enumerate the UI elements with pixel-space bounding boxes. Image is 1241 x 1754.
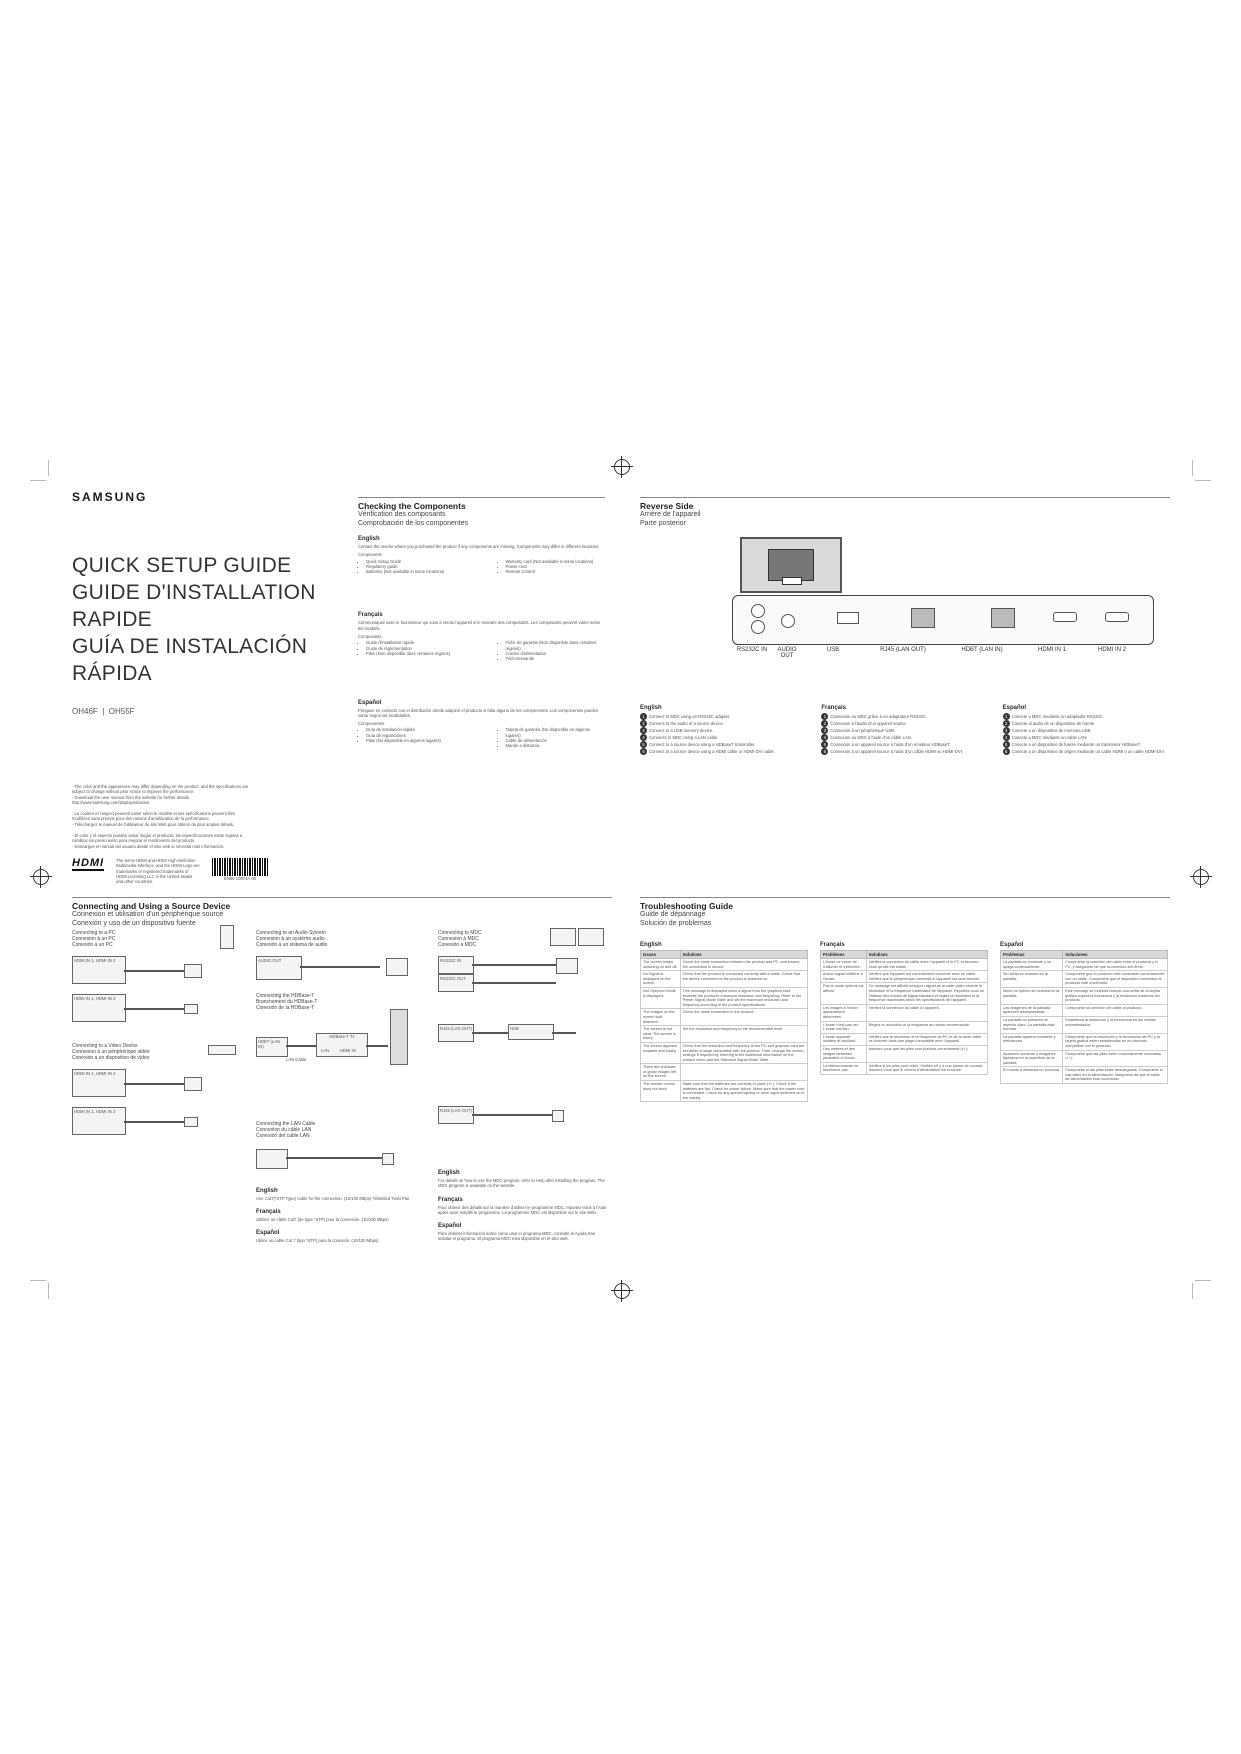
table-row [641, 1042, 808, 1063]
lang-fr: Français [438, 1196, 463, 1203]
trouble-heading-fr: Guide de dépannage [640, 911, 706, 918]
table-cell: Vérifiez que l'appareil est correctement connecté avec un câble. Vérifiez que le périphérique connecté à l'appareil est sous tension. [866, 971, 987, 983]
list-item: • Guide d'installation rapide [366, 640, 466, 645]
registration-mark [614, 1283, 630, 1299]
table-cell: L'écran apparaît instable et vacillant. [821, 1033, 867, 1045]
table-row [641, 959, 808, 971]
list-item: • Quick Setup Guide [366, 559, 466, 564]
trouble-fr [820, 934, 988, 1102]
video-title: Connecting to a Video Device [72, 1043, 138, 1049]
reverse-en: English 1 Connect to MDC using an RS232C adapter. 2 Connect to the audio of a source device. 3 Connect to a USB memory device. 4 Connects to MDC using a LAN cable. 5 Connect to a source device using a HDBaseT transmitter. 6 Connect to a source device using a HDMI cable or HDMI-DVI cable. [640, 697, 807, 755]
components-es-list [358, 727, 605, 748]
table-row [821, 971, 988, 983]
pc-title-fr: Connexion à un PC [72, 936, 116, 943]
title-es: GUÍA DE INSTALACIÓN RÁPIDA [72, 635, 308, 685]
port-label: HDMI IN 1, HDMI IN 2 [74, 1071, 116, 1076]
mdc-title-fr: Connexion à MDC [438, 936, 479, 943]
registration-mark [1193, 869, 1209, 885]
list-item: • Remote Control [506, 569, 606, 574]
table-cell: Establezca la resolución y la frecuencia en los niveles recomendados. [1063, 1016, 1168, 1033]
table-cell: La télécommande ne fonctionne pas. [821, 1062, 867, 1074]
table-cell: La pantalla aparece inestable y temblorosa. [1001, 1033, 1063, 1050]
lang-en: English [438, 1170, 460, 1176]
connecting-heading-fr: Connexion et utilisation d'un périphérique source [72, 911, 224, 918]
mdc-fr-text: Pour obtenir des détails sur la manière d'utiliser le programme MDC, reportez-vous à l'Aide après avoir installé le programme. Le programme MDC est disponible sur le site Web. [438, 1204, 607, 1215]
list-item: • Guía de instalación rápida [366, 727, 466, 732]
table-cell: Compruebe la conexión del cable al producto. [1063, 1004, 1168, 1016]
cable [124, 1083, 184, 1085]
table-cell: The remote control does not work. [641, 1081, 681, 1102]
reverse-es-item: Conecte a un dispositivo de origen mediante un cable HDMI o un cable HDMI-DVI. [1011, 749, 1166, 754]
port-label: HDMI IN 2 [1097, 647, 1126, 653]
cover-panel [72, 490, 324, 885]
devices-stack-icon [390, 1009, 408, 1065]
table-cell: The screen is not clear. The screen is blurry. [641, 1026, 681, 1043]
crop-mark [1192, 1283, 1193, 1299]
hdbt-port [991, 608, 1015, 628]
table-cell: L'écran ne cesse de s'allumer et s'éteindre. [821, 959, 867, 971]
table-header [1001, 951, 1168, 959]
hdmi-trademark-note: The terms HDMI and HDMI High-Definition Multimedia Interface, and the HDMI Logo are trademarks or registered trademarks of HDMI Licensing LLC in the United States and other countries. [116, 858, 200, 885]
rs232c-out-box [438, 974, 474, 992]
hdmi1-port [1053, 612, 1077, 622]
registration-mark [33, 869, 49, 885]
reverse-fr-item: Connexion à un périphérique USB. [830, 728, 896, 733]
mdc-es-text: Para obtener información sobre cómo usar el programa MDC, consulte la Ayuda tras instalar el programa. El programa MDC está disponible en el sitio web. [438, 1231, 595, 1242]
hdbt-transmitter [316, 1033, 368, 1057]
connecting-panel [72, 897, 612, 1277]
lang-fr: Français [256, 1208, 281, 1215]
table-row [1001, 1016, 1168, 1033]
port-labels [732, 647, 1152, 659]
reverse-fr-item: Connexion à un appareil source à l'aide d'un câble HDMI ou HDMI-DVI. [830, 749, 963, 754]
list-item: • Tarjeta de garantía (No disponible en algunos lugares) [506, 727, 606, 738]
table-row [641, 1009, 808, 1026]
table-row [821, 1045, 988, 1062]
trouble-heading-es: Solución de problemas [640, 919, 712, 927]
port-label: RJ45 (LAN OUT) [880, 647, 926, 653]
lan-es-text: Utilice un cable Cat 7 (tipo *STP) para la conexión. (10/100 Mbps) [256, 1238, 379, 1244]
hdbt-title: Connecting the HDBase-T [256, 993, 315, 999]
lang-es: Español [1000, 942, 1024, 948]
table-header [641, 951, 808, 959]
video-section [72, 1043, 232, 1114]
lang-en: English [640, 705, 662, 711]
dvi-connector [184, 1077, 202, 1091]
cable [472, 1114, 552, 1116]
hdmi-label: HDMI IN [339, 1048, 356, 1054]
table-cell: Check that the resolution and frequency of the PC and graphics card are set within a range compatible with the product. Then, change the screen settings if required by referring to the Additional Information on the product menu and the Standard Signal Mode Table. [680, 1042, 807, 1063]
table-row [821, 983, 988, 1004]
table-row [641, 987, 808, 1008]
rs232c-port [751, 604, 765, 618]
list-item: • Télécommande [506, 656, 606, 661]
table-row [1001, 959, 1168, 971]
lang-es: Español [358, 699, 382, 706]
table-cell: Compruebe la conexión del cable entre el producto y el PC, y asegúrese de que la conexión sea firme. [1063, 959, 1168, 971]
table-cell: This message is displayed when a signal from the graphics card exceeds the product's maximum resolution and frequency. Refer to the Preset Signal Mode Table and set the maximum resolution and frequency according to the product specifications. [680, 987, 807, 1008]
list-item: • Power cord [506, 564, 606, 569]
port-label: HDMI IN 1, HDMI IN 2 [74, 996, 116, 1001]
crop-mark [1192, 460, 1193, 476]
components-heading: Checking the Components [358, 497, 605, 511]
lang-fr: Français [821, 705, 847, 711]
reverse-en-item: Connect to the audio of a source device. [649, 721, 724, 726]
trouble-heading: Troubleshooting Guide [640, 897, 1170, 911]
note-en-2: - Download the user manual from the website for further details. [72, 794, 191, 800]
cable [300, 966, 380, 968]
hdbt-title-fr: Branchement du HDBase-T [256, 999, 318, 1006]
note-fr-1: - La couleur et l'aspect peuvent varier selon le modèle et ses spécifications peuvent être modifiées sans préavis pour des raisons d'amélioration de la performance. [72, 811, 236, 822]
port-label: HDBT (LAN IN) [258, 1039, 281, 1050]
trouble-es [1000, 934, 1168, 1102]
table-cell: Check that the product is connected correctly with a cable. Check that the device connected to the product is powered on. [680, 971, 807, 988]
table-row [1001, 1033, 1168, 1050]
lan-fr-text: Utilisez un câble Cat7 (de type *STP) pour la connexion. (10/100 Mbps) [256, 1216, 389, 1222]
port-label: RJ45 (LAN OUT) [440, 1026, 472, 1031]
port-label: HDMI IN 1, HDMI IN 2 [74, 958, 116, 963]
table-cell: Check the cable connection to the product. [680, 1009, 807, 1026]
table-cell: Pas le mode optimal est affiché. [821, 983, 867, 1004]
brand-logo: SAMSUNG [72, 490, 148, 504]
audio-out-box [256, 956, 302, 980]
list-item: • Cable de alimentación [506, 738, 606, 743]
table-row [1001, 1050, 1168, 1067]
cable [366, 1045, 388, 1047]
lan-port-box [256, 1149, 288, 1169]
pc-tower-icon [220, 925, 234, 949]
table-cell: Assurez-vous que les piles sont placées correctement (+/-). [866, 1045, 987, 1062]
reverse-en-item: Connects to MDC using a LAN cable. [649, 735, 719, 740]
reverse-en-item: Connect to a source device using a HDMI cable or HDMI-DVI cable. [649, 749, 775, 754]
table-row [1001, 1004, 1168, 1016]
hdmi-logo: HDMI [72, 857, 105, 869]
audio-port [781, 614, 795, 628]
lan-title-es: Conexión del cable LAN [256, 1133, 310, 1140]
table-cell: The screen keeps switching on and off. [641, 959, 681, 971]
video-title-es: Conexión a un dispositivo de vídeo [72, 1055, 150, 1062]
hub-box [508, 1024, 554, 1040]
port-label: AUDIO OUT [777, 647, 797, 659]
reverse-es: Español 1 Conecte a MDC mediante un adaptador RS232C. 2 Conecte al audio de un dispositivo de fuente. 3 Conecte a un dispositivo de memoria USB. 4 Conecte a MDC mediante un cable LAN. 5 Conecte a un dispositivo de fuente mediante un transmisor HDBaseT. 6 Conecte a un dispositivo de origen mediante un cable HDMI o un cable HDMI-DVI. [1003, 697, 1170, 755]
rs232c-connector [556, 958, 578, 974]
table-cell: L'écran n'est pas net. L'écran est flou. [821, 1021, 867, 1033]
port-label: RS232C IN [736, 647, 768, 653]
table-row [821, 1021, 988, 1033]
hdmi-in-box [72, 1069, 126, 1097]
cable [286, 1157, 382, 1159]
table-row [821, 1062, 988, 1074]
lang-en: English [256, 1187, 278, 1194]
list-item: • Guía de regulaciones [366, 733, 466, 738]
rs232c-in-box [438, 956, 474, 974]
table-cell: Ce message est affiché lorsqu'un signal de la carte vidéo excède la résolution et la fréquence maximales de l'appareil. Reportez-vous au Tableau des modes de signal standard et réglez la résolution et la fréquence maximales selon les spécifications de l'appareil. [866, 983, 987, 1004]
column-header: Solutions [866, 951, 987, 959]
mdc-notes [438, 1162, 608, 1242]
title-en: QUICK SETUP GUIDE [72, 554, 292, 577]
table-row [641, 1081, 808, 1102]
components-en-list [358, 559, 605, 575]
column-header: Solutions [680, 951, 807, 959]
table-cell: Vérifiez la connexion du câble entre l'appareil et le PC et assurez-vous qu'elle est solide. [866, 959, 987, 971]
list-item: • Mando a distancia [506, 743, 606, 748]
table-row [1001, 1067, 1168, 1084]
reverse-es-item: Conecte a MDC mediante un adaptador RS232C. [1011, 714, 1104, 719]
table-cell: Vérifiez si les piles sont vides. Vérifiez s'il y a une panne de courant. Assurez-vous que le cordon d'alimentation est branché. [866, 1062, 987, 1074]
cable [286, 1045, 316, 1047]
lan-en-text: Use Cat7(*STP Type) cable for the connection. (10/100 Mbps) *Shielded Twist Pair [256, 1195, 410, 1201]
lan-connector [552, 1110, 564, 1122]
video-title-fr: Connexion à un périphérique vidéo [72, 1049, 150, 1056]
table-row [641, 971, 808, 988]
table-cell [680, 1064, 807, 1081]
table-cell: Not Optimum Mode is displayed. [641, 987, 681, 1008]
mdc-section [438, 930, 608, 1242]
reverse-en-item: Connect to a USB memory device. [649, 728, 714, 733]
port-label: RS232C IN [440, 958, 462, 963]
lang-fr: Français [358, 612, 383, 619]
table-row [1001, 987, 1168, 1004]
column-header: Problemas [1001, 951, 1063, 959]
audio-title: Connecting to an Audio System [256, 930, 326, 936]
cable [124, 1008, 184, 1010]
crop-mark [1195, 1280, 1211, 1281]
column-header: Issues [641, 951, 681, 959]
table-cell: Les images à l'écran apparaissent déformées. [821, 1004, 867, 1021]
reverse-fr-item: Connexion au MDC à l'aide d'un câble LAN. [830, 735, 912, 740]
lan-title: Connecting the LAN Cable [256, 1121, 316, 1127]
table-cell: La pantalla se enciende y se apaga continuamente. [1001, 959, 1063, 971]
table-cell: Make sure that the batteries are correctly in place (+/-). Check if the batteries are flat. Check for power failure. Make sure that the power cord is connected. Check for any special lighting or neon signs switched on in the vicinity. [680, 1081, 807, 1102]
column-header: Problèmes [821, 951, 867, 959]
trouble-panel [640, 897, 1170, 1227]
port-label: HDMI IN 1 [1037, 647, 1066, 653]
lan-label: LAN [321, 1048, 330, 1054]
crop-mark [30, 1280, 46, 1281]
reverse-fr-item: Connexion à un appareil source à l'aide d'un émetteur HDBaseT. [830, 742, 951, 747]
lan-section [256, 1121, 426, 1244]
table-cell: Vérifiez que la résolution et la fréquence du PC et de la carte vidéo se trouvent dans une plage compatible avec l'appareil. [866, 1033, 987, 1045]
monitor-icon [550, 928, 576, 946]
table-cell: Des ombres et des images fantômes persistent à l'écran. [821, 1045, 867, 1062]
components-panel [358, 497, 605, 749]
registration-mark [614, 459, 630, 475]
cable [124, 970, 184, 972]
reverse-es-item: Conecte a MDC mediante un cable LAN. [1011, 735, 1088, 740]
table-cell: Sin señal se muestra en la pantalla. [1001, 971, 1063, 988]
lang-en: English [640, 942, 662, 948]
hub-label: HUB [510, 1026, 519, 1031]
table-cell: Réglez la résolution et la fréquence au niveau recommandé. [866, 1021, 987, 1033]
list-item: • Pilas (No disponible en algunos lugares) [366, 738, 466, 743]
reverse-fr-item: Connexion au MDC grâce à un adaptateur RS232C. [830, 714, 928, 719]
table-row [821, 1033, 988, 1045]
list-item: • Piles (Non disponible dans certaines régions) [366, 651, 466, 656]
cable [472, 1032, 508, 1034]
table-cell: Compruebe que el producto esté conectado correctamente con un cable. Compruebe que el dispositivo conectado al producto esté encendido. [1063, 971, 1168, 988]
reverse-es-item: Conecte a un dispositivo de fuente mediante un transmisor HDBaseT. [1011, 742, 1141, 747]
table-cell: Este mensaje se muestra cuando una señal de la tarjeta gráfica supera la frecuencia y la resolución máximas del producto. [1063, 987, 1168, 1004]
table-cell: The screen appears unstable and shaky. [641, 1042, 681, 1063]
pc-title: Connecting to a PC [72, 930, 116, 936]
hdbt-section [256, 993, 426, 1062]
port-label: RS232C OUT [440, 976, 466, 981]
rs232c-port-2 [751, 620, 765, 634]
port-label: RJ45 (LAN OUT) [440, 1108, 472, 1113]
rj45-port [911, 608, 935, 628]
trouble-table-en [640, 950, 808, 1102]
port-label: HDBT (LAN IN) [961, 647, 1003, 653]
trouble-table-es [1000, 950, 1168, 1084]
table-row [641, 1026, 808, 1043]
mdc-title-es: Conexión a MDC [438, 942, 477, 949]
lang-en: English [358, 536, 380, 542]
trouble-en [640, 934, 808, 1102]
list-item: • Cordon d'alimentation [506, 651, 606, 656]
list-item: • Batteries (Not available in some locations) [366, 569, 466, 574]
components-en-intro: Contact the vendor where you purchased the product if any components are missing. Components may differ in different locations. [358, 544, 600, 549]
reverse-fr-item: Connexion à l'audio d'un appareil source. [830, 721, 907, 726]
connecting-heading-es: Conexión y uso de un dispositivo fuente [72, 919, 196, 927]
components-fr-list [358, 640, 605, 661]
pc-section [72, 930, 232, 1001]
note-fr-2: - Téléchargez le manuel de l'utilisateur du site Web pour obtenir de plus amples détails. [72, 821, 234, 827]
hdmi2-port [1105, 612, 1129, 622]
port-label: HDMI IN 1, HDMI IN 2 [74, 1109, 116, 1114]
reverse-en-item: Connect to MDC using an RS232C adapter. [649, 714, 731, 719]
hdbt-label: HDBase-T Tx [329, 1034, 355, 1039]
connecting-heading: Connecting and Using a Source Device [72, 897, 612, 911]
hdmi-connector [184, 1117, 198, 1127]
pc-title-es: Conexión a un PC [72, 942, 113, 949]
components-fr-intro: Communiquez avec le fournisseur qui vous a vendu l'appareil si le moindre des composants. Les composants peuvent varier selon les localités. [358, 620, 601, 631]
reverse-panel [640, 497, 1170, 754]
mdc-title: Connecting to MDC [438, 930, 482, 936]
list-item: • Warranty card (Not available in some locations) [506, 559, 606, 564]
barcode [212, 858, 268, 881]
note-es-1: - El color y el aspecto pueden variar según el producto; las especificaciones están sujetas a cambios sin previo aviso para mejorar el rendimiento del producto. [72, 833, 243, 844]
port-label: USB [826, 647, 840, 653]
lang-fr: Français [820, 942, 845, 948]
models: OH46F | OH55F [72, 707, 135, 716]
crop-mark [48, 1283, 49, 1299]
components-en-sub: Components [358, 552, 382, 558]
audio-title-fr: Connexion à un système audio [256, 936, 325, 943]
note-es-2: - Descargue el manual del usuario desde el sitio web si necesita más información. [72, 843, 225, 849]
mdc-en-text: For details on how to use the MDC program, refer to Help after installing the program. The MDC program is available on the website. [438, 1178, 605, 1189]
lan-cable-label: LAN Cable [286, 1057, 307, 1062]
lang-es: Español [1002, 705, 1026, 711]
reverse-en-item: Connect to a source device using a HDBaseT transmitter. [649, 742, 756, 747]
reverse-es-item: Conecte a un dispositivo de memoria USB. [1011, 728, 1092, 733]
rj45-box [438, 1024, 474, 1042]
table-cell: There are shadows or ghost images left on the screen. [641, 1064, 681, 1081]
table-row [641, 1064, 808, 1081]
table-cell: Aparecen sombras o imágenes fantasma en la superficie de la pantalla. [1001, 1050, 1063, 1067]
cable [472, 982, 556, 984]
table-cell: The images on the screen look distorted. [641, 1009, 681, 1026]
hdbt-title-es: Conexión de la HDBase-T [256, 1005, 315, 1012]
table-cell: El mando a distancia no funciona. [1001, 1067, 1063, 1084]
port-label: AUDIO OUT [258, 958, 282, 963]
reverse-heading-es: Parte posterior [640, 519, 686, 527]
table-row [1001, 971, 1168, 988]
note-en-1: - The color and the appearance may differ depending on the product, and the specifications are subject to change without prior notice to improve the performance. [72, 784, 249, 795]
components-es-intro: Póngase en contacto con el distribuidor donde adquirió el producto si falta alguno de los componentes. Los componentes pueden variar según las localidades. [358, 707, 599, 718]
components-heading-fr: Vérification des composants [358, 511, 446, 518]
hdbt-in-box [256, 1037, 288, 1057]
reverse-heading-fr: Arrière de l'appareil [640, 511, 701, 518]
port-panel [732, 595, 1154, 645]
table-cell: La pantalla no presenta un aspecto claro. La pantalla está borrosa. [1001, 1016, 1063, 1033]
video-device-icon [208, 1045, 236, 1055]
table-cell: Set the resolution and frequency to the recommended level. [680, 1026, 807, 1043]
table-cell: Compruebe que la resolución y la frecuencia del PC y la tarjeta gráfica estén establecidas en un intervalo compatible con el producto. [1063, 1033, 1168, 1050]
cable [552, 1032, 576, 1034]
lang-es: Español [438, 1223, 462, 1230]
crop-mark [1195, 480, 1211, 481]
title-fr: GUIDE D'INSTALLATION RAPIDE [72, 581, 316, 631]
audio-system-icon [386, 958, 408, 976]
barcode-text: BN68-10874A-00 [223, 876, 257, 881]
table-cell: Check the cable connection between the product and PC, and ensure the connection is secure. [680, 959, 807, 971]
table-cell: Las imágenes de la pantalla aparecen distorsionadas. [1001, 1004, 1063, 1016]
table-cell: Vérifiez la connexion du câble à l'appareil. [866, 1004, 987, 1021]
list-item: • Guide de réglementation [366, 646, 466, 651]
table-cell: Compruebe si las pilas están descargadas. Compruebe si hay fallos en la alimentación. Asegúrese de que el cable de alimentación esté conectado. [1063, 1067, 1168, 1084]
cable [124, 1121, 184, 1123]
table-cell: Modo no óptimo se muestra en la pantalla. [1001, 987, 1063, 1004]
table-header [821, 951, 988, 959]
lang-es: Español [256, 1230, 280, 1237]
usb-port [837, 612, 859, 624]
list-item: • Fiche de garantie (Non disponible dans certaines régions) [506, 640, 606, 651]
table-cell: Aucun signal s'affiche à l'écran. [821, 971, 867, 983]
lan-title-fr: Connexion du câble LAN [256, 1127, 312, 1134]
table-row [821, 1004, 988, 1021]
trouble-table-fr [820, 950, 988, 1075]
column-header: Soluciones [1063, 951, 1168, 959]
reverse-fr: Français 1 Connexion au MDC grâce à un adaptateur RS232C. 2 Connexion à l'audio d'un appareil source. 3 Connexion à un périphérique USB. 4 Connexion au MDC à l'aide d'un câble LAN. 5 Connexion à un appareil source à l'aide d'un émetteur HDBaseT. 6 Connexion à un appareil source à l'aide d'un câble HDMI ou HDMI-DVI. [821, 697, 988, 755]
components-fr-sub: Composants [358, 634, 382, 640]
hdmi-in-box-2 [72, 994, 126, 1022]
table-cell: Compruebe que las pilas estén correctamente colocadas (+/-). [1063, 1050, 1168, 1067]
monitor-back-image [740, 537, 842, 593]
hdmi-connector [184, 1004, 198, 1014]
rj45-box-2 [438, 1106, 474, 1124]
crop-mark [48, 460, 49, 476]
list-item: • Regulatory guide [366, 564, 466, 569]
table-row [821, 959, 988, 971]
cable [472, 964, 556, 966]
audio-title-es: Conexión a un sistema de audio [256, 942, 328, 949]
audio-section [256, 930, 426, 963]
crop-mark [30, 480, 46, 481]
components-es-sub: Componentes [358, 721, 385, 727]
lan-connector [382, 1153, 394, 1165]
monitor-icon [578, 928, 604, 946]
components-heading-es: Comprobación de los componentes [358, 519, 469, 527]
hdmi-in-box-2 [72, 1107, 126, 1135]
reverse-es-item: Conecte al audio de un dispositivo de fuente. [1011, 721, 1096, 726]
dvi-connector [184, 964, 202, 978]
hdmi-in-box [72, 956, 126, 984]
reverse-heading: Reverse Side [640, 497, 1170, 511]
note-en-3: http://www.samsung.com/displaysolutions [72, 799, 150, 805]
table-cell: No Signal is displayed on the screen. [641, 971, 681, 988]
